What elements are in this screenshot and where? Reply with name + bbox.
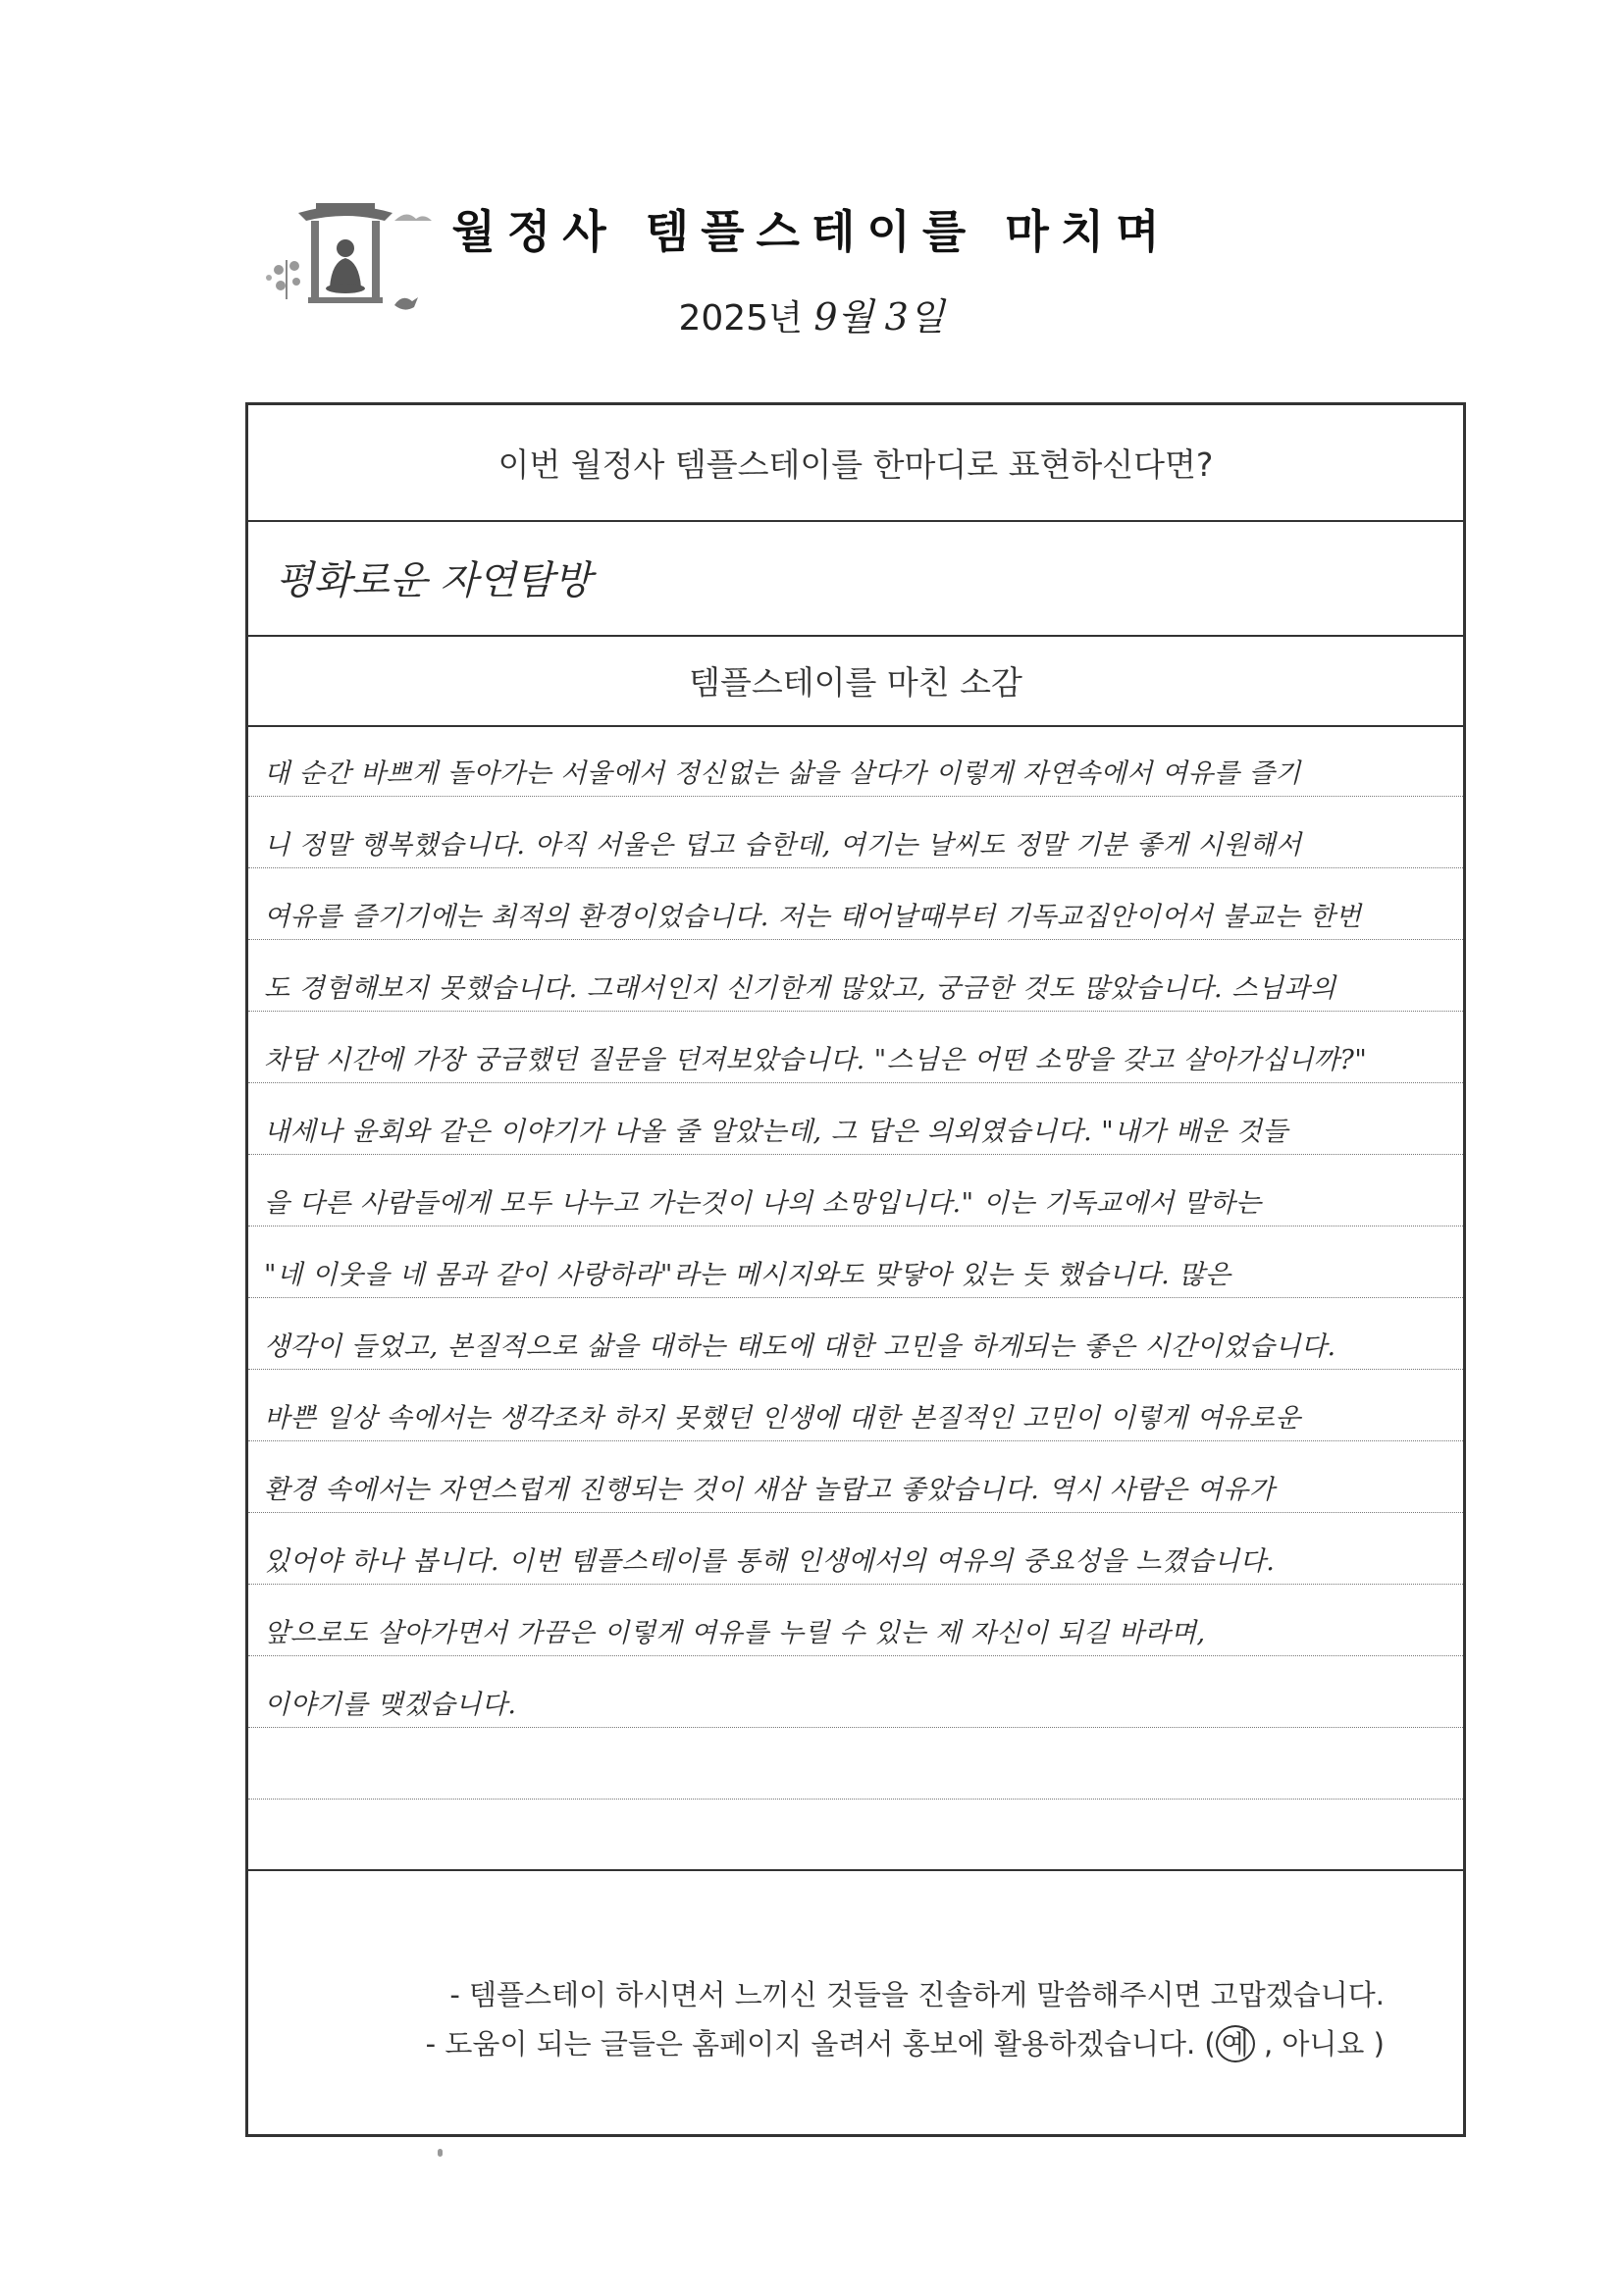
answer-one-row[interactable] [248, 520, 1463, 637]
question-two-label: 템플스테이를 마친 소감 [689, 662, 1022, 702]
answer-one-text: 평화로운 자연탐방 [276, 558, 592, 603]
question-one-row [248, 405, 1463, 522]
consent-yes-option[interactable]: 예 [1216, 2025, 1255, 2062]
writing-line: 니 정말 행복했습니다. 아직 서울은 덥고 습한데, 여기는 날씨도 정말 기분 좋게 시원해서 [248, 797, 1463, 868]
writing-line: 여유를 즐기기에는 최적의 환경이었습니다. 저는 태어날때부터 기독교집안이어서 불교는 한번 [248, 868, 1463, 940]
writing-line: 대 순간 바쁘게 돌아가는 서울에서 정신없는 삶을 살다가 이렇게 자연속에서 여유를 즐기 [248, 725, 1463, 797]
note-two [426, 2022, 1385, 2062]
writing-line: 차담 시간에 가장 궁금했던 질문을 던져보았습니다. "스님은 어떤 소망을 갖고 살아가십니까?" [248, 1012, 1463, 1083]
writing-line: 생각이 들었고, 본질적으로 삶을 대하는 태도에 대한 고민을 하게되는 좋은 시간이었습니다. [248, 1298, 1463, 1370]
writing-line: 있어야 하나 봅니다. 이번 템플스테이를 통해 인생에서의 여유의 중요성을 느꼈습니다. [248, 1513, 1463, 1585]
date-line [0, 287, 1623, 340]
writing-line: 을 다른 사람들에게 모두 나누고 가는것이 나의 소망입니다." 이는 기독교에서 말하는 [248, 1155, 1463, 1226]
writing-line: 앞으로도 살아가면서 가끔은 이렇게 여유를 누릴 수 있는 제 자신이 되길 바라며, [248, 1585, 1463, 1656]
date-year: 2025년 [678, 298, 803, 339]
writing-line: 도 경험해보지 못했습니다. 그래서인지 신기한게 많았고, 궁금한 것도 많았습니다. 스님과의 [248, 940, 1463, 1012]
question-two-row [248, 635, 1463, 727]
date-month: 9월 [813, 295, 874, 339]
scan-speck [438, 2149, 443, 2157]
consent-no-option[interactable]: 아니요 [1282, 2027, 1365, 2061]
writing-line: 이야기를 맺겠습니다. [248, 1656, 1463, 1728]
note-two-suffix: ) [1364, 2027, 1385, 2061]
writing-line: 내세나 윤회와 같은 이야기가 나올 줄 알았는데, 그 답은 의외였습니다. "내가 배운 것들 [248, 1083, 1463, 1155]
date-day: 3일 [884, 295, 945, 339]
writing-line: 환경 속에서는 자연스럽게 진행되는 것이 새삼 놀랍고 좋았습니다. 역시 사람은 여유가 [248, 1441, 1463, 1513]
writing-line [248, 1728, 1463, 1800]
feedback-form [245, 402, 1466, 2137]
page-title: 월정사 템플스테이를 마치며 [451, 205, 1172, 258]
writing-line: "네 이웃을 네 몸과 같이 사랑하라"라는 메시지와도 맞닿아 있는 듯 했습니다. 많은 [248, 1226, 1463, 1298]
note-two-separator: , [1254, 2027, 1283, 2061]
note-one: - 템플스테이 하시면서 느끼신 것들을 진솔하게 말씀해주시면 고맙겠습니다. [449, 1978, 1385, 2011]
writing-line [248, 1800, 1463, 1871]
note-two-prefix: - 도움이 되는 글들은 홈페이지 올려서 홍보에 활용하겠습니다. ( [425, 2027, 1216, 2061]
writing-line: 바쁜 일상 속에서는 생각조차 하지 못했던 인생에 대한 본질적인 고민이 이렇게 여유로운 [248, 1370, 1463, 1441]
question-one-label: 이번 월정사 템플스테이를 한마디로 표현하신다면? [497, 445, 1214, 484]
